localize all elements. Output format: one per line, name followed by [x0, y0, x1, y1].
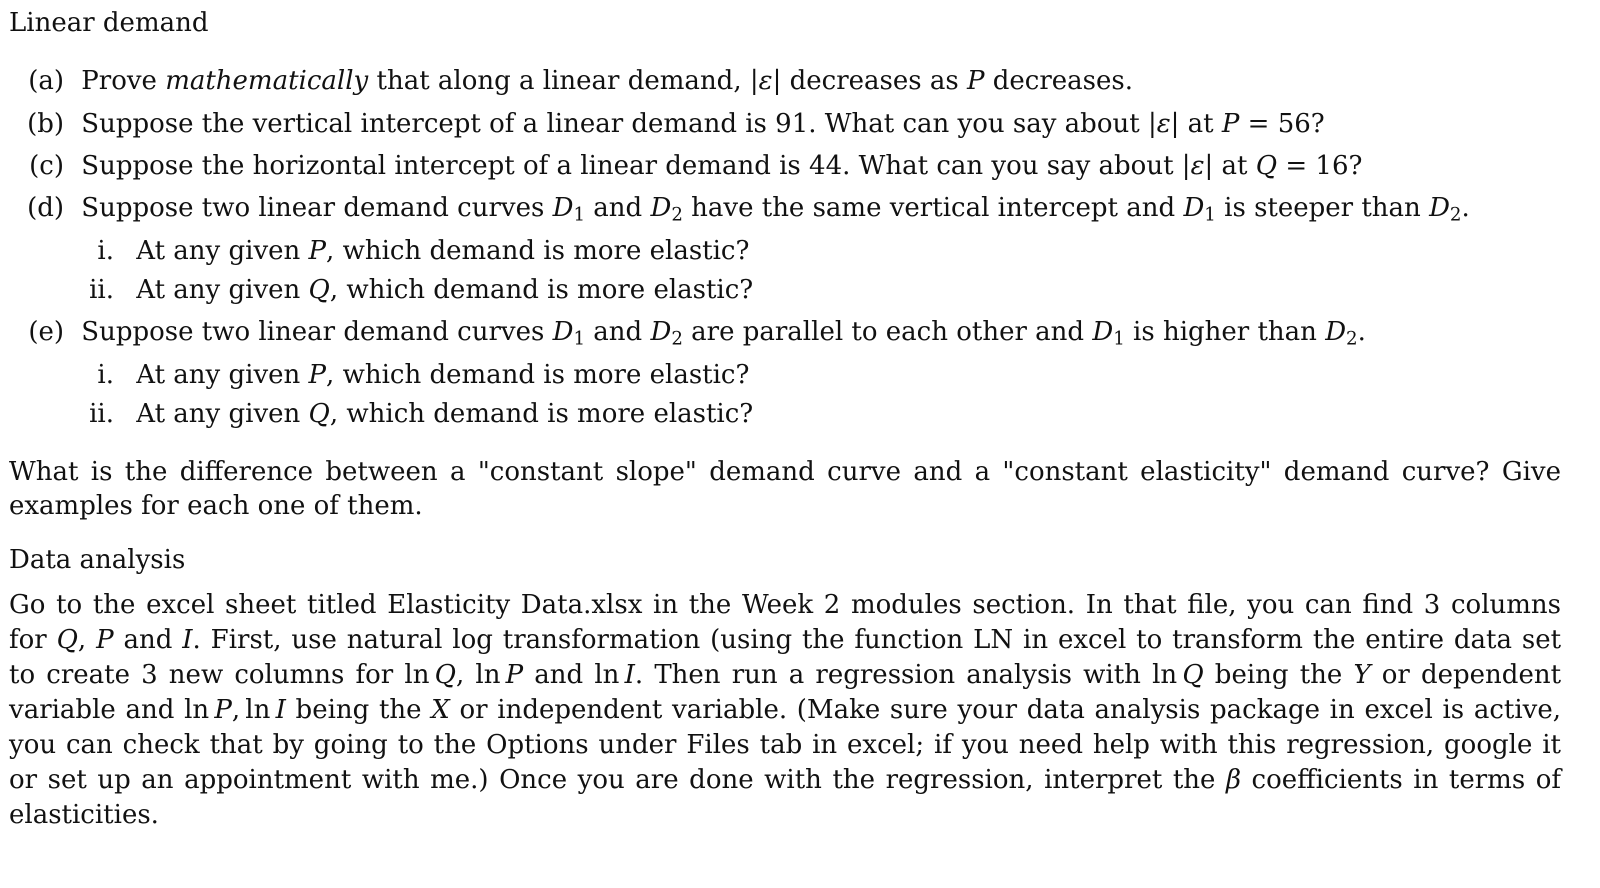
question-e-i-label: i. — [97, 360, 114, 390]
question-constant-slope-line-2: examples for each one of them. — [9, 491, 423, 521]
question-e-ii — [80, 397, 753, 431]
question-e-i-text: At any given P, which demand is more elastic? — [136, 360, 750, 390]
question-d-label: (d) — [27, 193, 64, 223]
question-d-i-label: i. — [97, 236, 114, 266]
question-e-text: Suppose two linear demand curves $D_1$ and $D_2$ are parallel to each other and $D_1$ is higher than $D_2$. — [81, 317, 1366, 350]
question-b-text: Suppose the vertical intercept of a linear demand is 91. What can you say about |ε| at P = 56? — [81, 109, 1325, 139]
question-d-i-text: At any given P, which demand is more elastic? — [136, 236, 750, 266]
question-c-label: (c) — [29, 151, 64, 181]
question-d-i — [80, 234, 749, 268]
question-d-text: Suppose two linear demand curves $D_1$ and $D_2$ have the same vertical intercept and $D_1$ is steeper than $D_2$. — [81, 193, 1470, 226]
question-a — [22, 64, 1133, 98]
question-d — [22, 191, 1470, 225]
question-d-ii-label: ii. — [89, 275, 114, 305]
data-analysis-line-4: variable and ln P, ln I being the X or independent variable. (Make sure your data analysis package in excel is active, — [9, 695, 1561, 725]
question-e-i — [80, 358, 749, 392]
question-d-ii — [80, 273, 753, 307]
question-a-text: Prove mathematically that along a linear demand, |ε| decreases as P decreases. — [81, 66, 1133, 96]
section-title-linear-demand: Linear demand — [9, 8, 209, 38]
question-constant-slope-line-1: What is the difference between a "constant slope" demand curve and a "constant elasticity" demand curve? Give — [9, 457, 1561, 487]
section-title-data-analysis: Data analysis — [9, 545, 186, 575]
data-analysis-line-1: Go to the excel sheet titled Elasticity Data.xlsx in the Week 2 modules section. In that file, you can find 3 columns — [9, 590, 1561, 620]
data-analysis-line-2: for Q, P and I. First, use natural log transformation (using the function LN in excel to transform the entire data set — [9, 625, 1562, 655]
question-c — [22, 149, 1362, 183]
question-e-ii-label: ii. — [89, 399, 114, 429]
data-analysis-line-7: elasticities. — [9, 800, 159, 830]
data-analysis-line-5: you can check that by going to the Options under Files tab in excel; if you need help with this regression, google it — [9, 730, 1561, 760]
question-d-ii-text: At any given Q, which demand is more elastic? — [136, 275, 754, 305]
question-a-label: (a) — [28, 66, 64, 96]
question-e-ii-text: At any given Q, which demand is more elastic? — [136, 399, 754, 429]
question-e — [22, 315, 1366, 349]
question-b-label: (b) — [27, 109, 64, 139]
question-c-text: Suppose the horizontal intercept of a linear demand is 44. What can you say about |ε| at Q = 16? — [81, 151, 1363, 181]
data-analysis-line-3: to create 3 new columns for ln Q, ln P and ln I. Then run a regression analysis with ln Q being the Y or dependent — [9, 660, 1562, 690]
question-b — [22, 107, 1325, 141]
data-analysis-line-6: or set up an appointment with me.) Once you are done with the regression, interpret the β coefficients in terms of — [9, 765, 1561, 795]
question-e-label: (e) — [28, 317, 64, 347]
